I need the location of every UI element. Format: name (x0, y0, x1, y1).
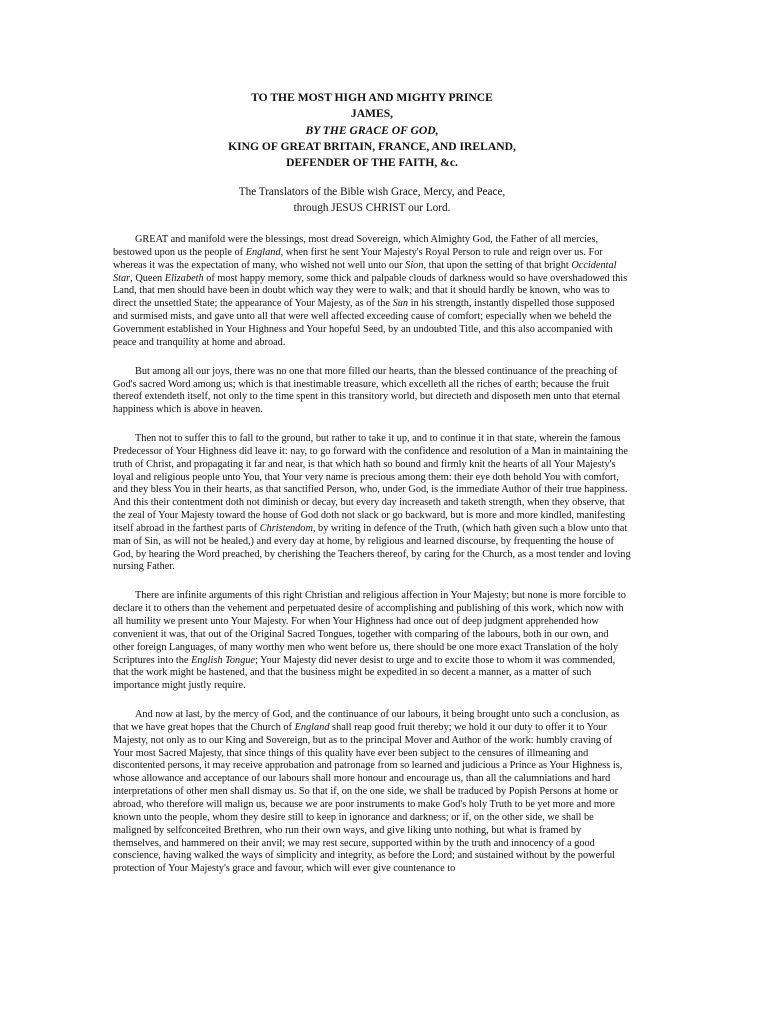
italic-run: Elizabeth (164, 272, 204, 284)
salutation-line: through JESUS CHRIST our Lord. (293, 201, 451, 214)
text-run: , by writing in defence of the Truth, (which hath given such a blow unto that man of Sin, as will not be healed,) and every day at home, by religious and learned discourse, by frequenting the house of God, by hearing the Word preached, by cherishing the Teachers thereof, by caring for the Church, as a most tender and loving nursing Father. (113, 522, 631, 573)
text-run: , that upon the setting of that bright (423, 259, 572, 271)
body-paragraph (113, 234, 631, 350)
body-paragraph (113, 366, 631, 417)
text-run: There are infinite arguments of this right Christian and religious affection in Your Majesty; but none is more forcible to declare it to others than the vehement and perpetuated desire of accomplishing and publishing of this work, which now with all humility we present unto Your Majesty. For when Your Highness had once out of deep judgment apprehended how convenient it was, that out of the Original Sacred Tongues, together with comparing of the labours, both in our own, and other foreign Languages, of many worthy men who went before us, there should be one more exact Translation of the holy Scriptures into the (113, 590, 626, 666)
italic-run: England (245, 246, 281, 258)
italic-run: Christendom (259, 522, 313, 534)
body-paragraph (113, 433, 631, 574)
text-run: shall reap good fruit thereby; we hold it our duty to offer it to Your Majesty, not only as to our King and Sovereign, but as to the principal Mover and Author of the work: humbly craving of Your most Sacred Majesty, that since things of this quality have ever been subject to the censures of illmeaning and discontented persons, it may receive approbation and patronage from so learned and judicious a Prince as Your Highness is, whose allowance and acceptance of our labours shall more honour and encourage us, than all the calumniations and hard interpretations of other men shall dismay us. So that if, on the one side, we shall be traduced by Popish Persons at home or abroad, who therefore will malign us, because we are poor instruments to make God's holy Truth to be yet more and more known unto the people, whom they desire still to keep in ignorance and darkness; or if, on the other side, we shall be maligned by selfconceited Brethren, who run their own ways, and give liking unto nothing, but what is framed by themselves, and hammered on their anvil; we may rest secure, supported within by the truth and innocency of a good conscience, having walked the ways of simplicity and integrity, as before the Lord; and sustained without by the powerful protection of Your Majesty's grace and favour, which will ever give countenance to (113, 721, 623, 875)
text-run: in his strength, instantly dispelled those supposed and surmised mists, and gave unto all that were well affected exceeding cause of comfort; especially when we beheld the Government established in Your Highness and Your hopeful Seed, by an undoubted Title, and this also accompanied with peace and tranquility at home and abroad. (113, 298, 615, 348)
body-paragraph (113, 590, 631, 693)
heading-line: BY THE GRACE OF GOD, (305, 123, 439, 137)
body-paragraph (113, 709, 631, 876)
text-run: And now at last, by the mercy of God, and the continuance of our labours, it being brought unto such a conclusion, as that we have great hopes that the Church of (113, 709, 620, 733)
heading-line: KING OF GREAT BRITAIN, FRANCE, AND IRELAND, (228, 139, 516, 153)
salutation (113, 185, 631, 216)
heading-line: DEFENDER OF THE FAITH, &c. (286, 156, 458, 170)
salutation-line: The Translators of the Bible wish Grace, Mercy, and Peace, (238, 186, 506, 199)
text-run: , Queen (130, 272, 165, 284)
document-page (113, 90, 631, 876)
italic-run: English Tongue (191, 654, 256, 666)
text-run: ; Your Majesty did never desist to urge and to excite those to whom it was commended, that the work might be hastened, and that the business might be expedited in so decent a manner, as a matter of such importance might justly require. (113, 654, 616, 692)
text-run: But among all our joys, there was no one that more filled our hearts, than the blessed continuance of the preaching of God's sacred Word among us; which is that inestimable treasure, which excelleth all the riches of earth; because the fruit thereof extendeth itself, not only to the time spent in this transitory world, but directeth and disposeth men unto that eternal happiness which is above in heaven. (113, 365, 621, 416)
text-run: of most happy memory, some thick and palpable clouds of darkness would so have overshadowed this Land, that men should have been in doubt which way they were to walk; and that it should hardly be known, who was to direct the unsettled State; the appearance of Your Majesty, as of the (113, 272, 628, 310)
heading-line: JAMES, (350, 107, 394, 121)
italic-run: Occidental Star (113, 259, 617, 284)
dedication-body (113, 234, 631, 876)
dedication-heading (113, 90, 631, 171)
text-run: GREAT and manifold were the blessings, most dread Sovereign, which Almighty God, the Father of all mercies, bestowed upon us the people of (113, 234, 599, 258)
italic-run: England (294, 721, 330, 733)
heading-line: TO THE MOST HIGH AND MIGHTY PRINCE (251, 91, 493, 104)
italic-run: Sion (405, 259, 424, 271)
italic-run: Sun (392, 298, 409, 310)
text-run: , when first he sent Your Majesty's Royal Person to rule and reign over us. For whereas it was the expectation of many, who wished not well unto our (113, 246, 603, 271)
text-run: Then not to suffer this to fall to the ground, but rather to take it up, and to continue it in that state, wherein the famous Predecessor of Your Highness did leave it: nay, to go forward with the confidence and resolution of a Man in maintaining the truth of Christ, and propagating it far and near, is that which hath so bound and firmly knit the hearts of all Your Majesty's loyal and religious people unto You, that Your very name is precious among them: their eye doth behold You with comfort, and they bless You in their hearts, as that sanctified Person, who, under God, is the immediate Author of their true happiness. And this their contentment doth not diminish or decay, but every day increaseth and taketh strength, when they observe, that the zeal of Your Majesty toward the house of God doth not slack or go backward, but is more and more kindled, manifesting itself abroad in the farthest parts of (113, 433, 628, 534)
